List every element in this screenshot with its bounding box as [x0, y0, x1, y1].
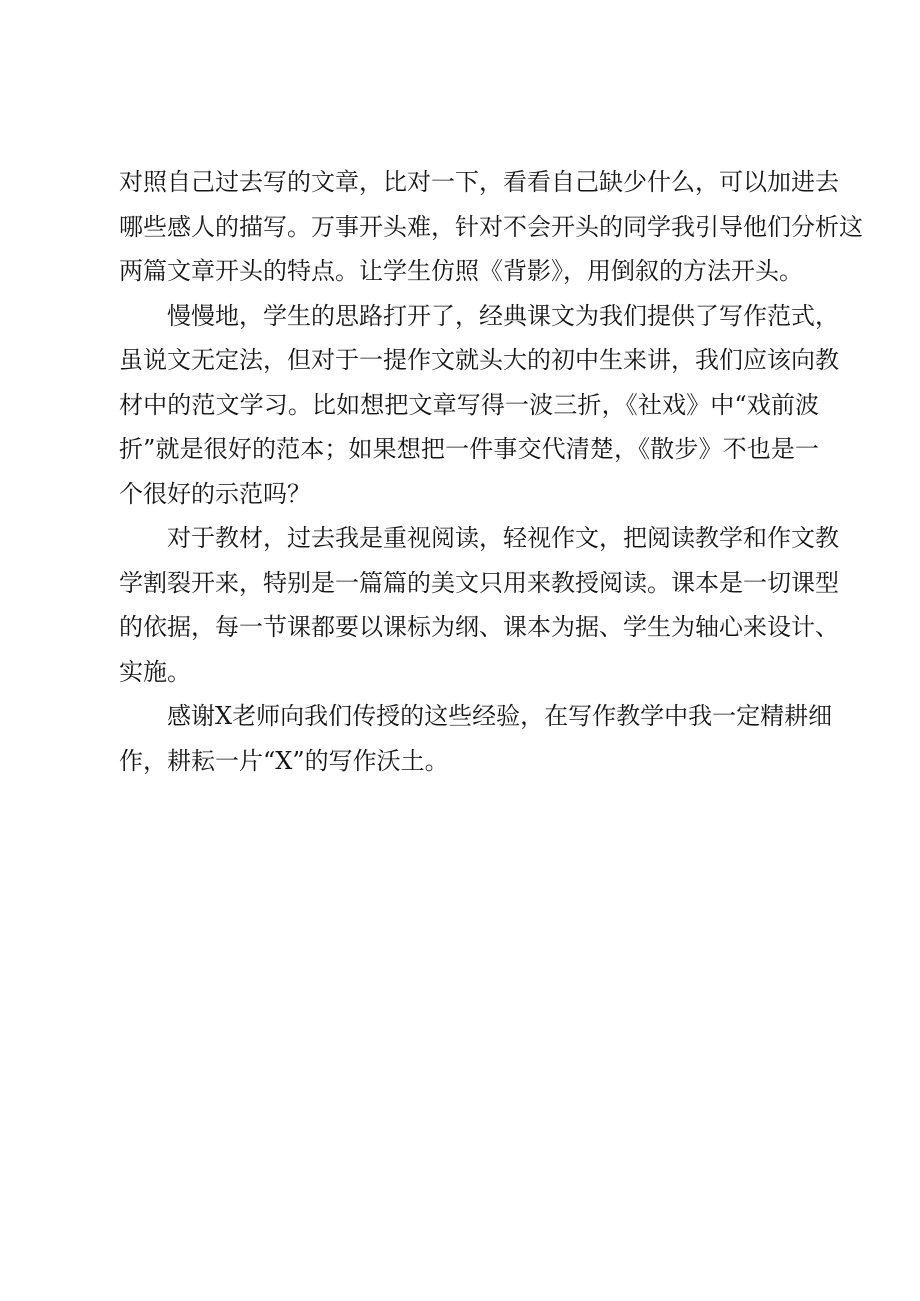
paragraph-line: 对于教材，过去我是重视阅读，轻视作文，把阅读教学和作文教	[167, 524, 839, 552]
paragraph-3	[119, 516, 839, 694]
paragraph-line: 哪些感人的描写。万事开头难，针对不会开头的同学我引导他们分析这	[119, 212, 863, 241]
paragraph-line: 个很好的示范吗？	[119, 479, 311, 508]
paragraph-line: 感谢X老师向我们传授的这些经验，在写作教学中我一定精耕细	[167, 702, 833, 730]
paragraph-4	[119, 694, 833, 783]
paragraph-line: 实施。	[119, 657, 191, 686]
paragraph-line: 折”就是很好的范本；如果想把一件事交代清楚，《散步》不也是一	[119, 435, 819, 463]
paragraph-2	[119, 294, 839, 517]
paragraph-line: 对照自己过去写的文章，比对一下，看看自己缺少什么，可以加进去	[119, 168, 839, 196]
paragraph-line: 材中的范文学习。比如想把文章写得一波三折，《社戏》中“戏前波	[119, 390, 819, 419]
paragraph-line: 学割裂开来，特别是一篇篇的美文只用来教授阅读。课本是一切课型	[119, 568, 839, 597]
paragraph-line: 作，耕耘一片“X”的写作沃土。	[119, 746, 449, 775]
document-body	[119, 160, 863, 783]
paragraph-line: 慢慢地，学生的思路打开了，经典课文为我们提供了写作范式，	[167, 301, 839, 330]
paragraph-line: 两篇文章开头的特点。让学生仿照《背影》，用倒叙的方法开头。	[119, 257, 803, 285]
paragraph-line: 的依据，每一节课都要以课标为纲、课本为据、学生为轴心来设计、	[119, 613, 839, 641]
paragraph-line: 虽说文无定法，但对于一提作文就头大的初中生来讲，我们应该向教	[119, 346, 839, 374]
paragraph-1	[119, 160, 863, 294]
